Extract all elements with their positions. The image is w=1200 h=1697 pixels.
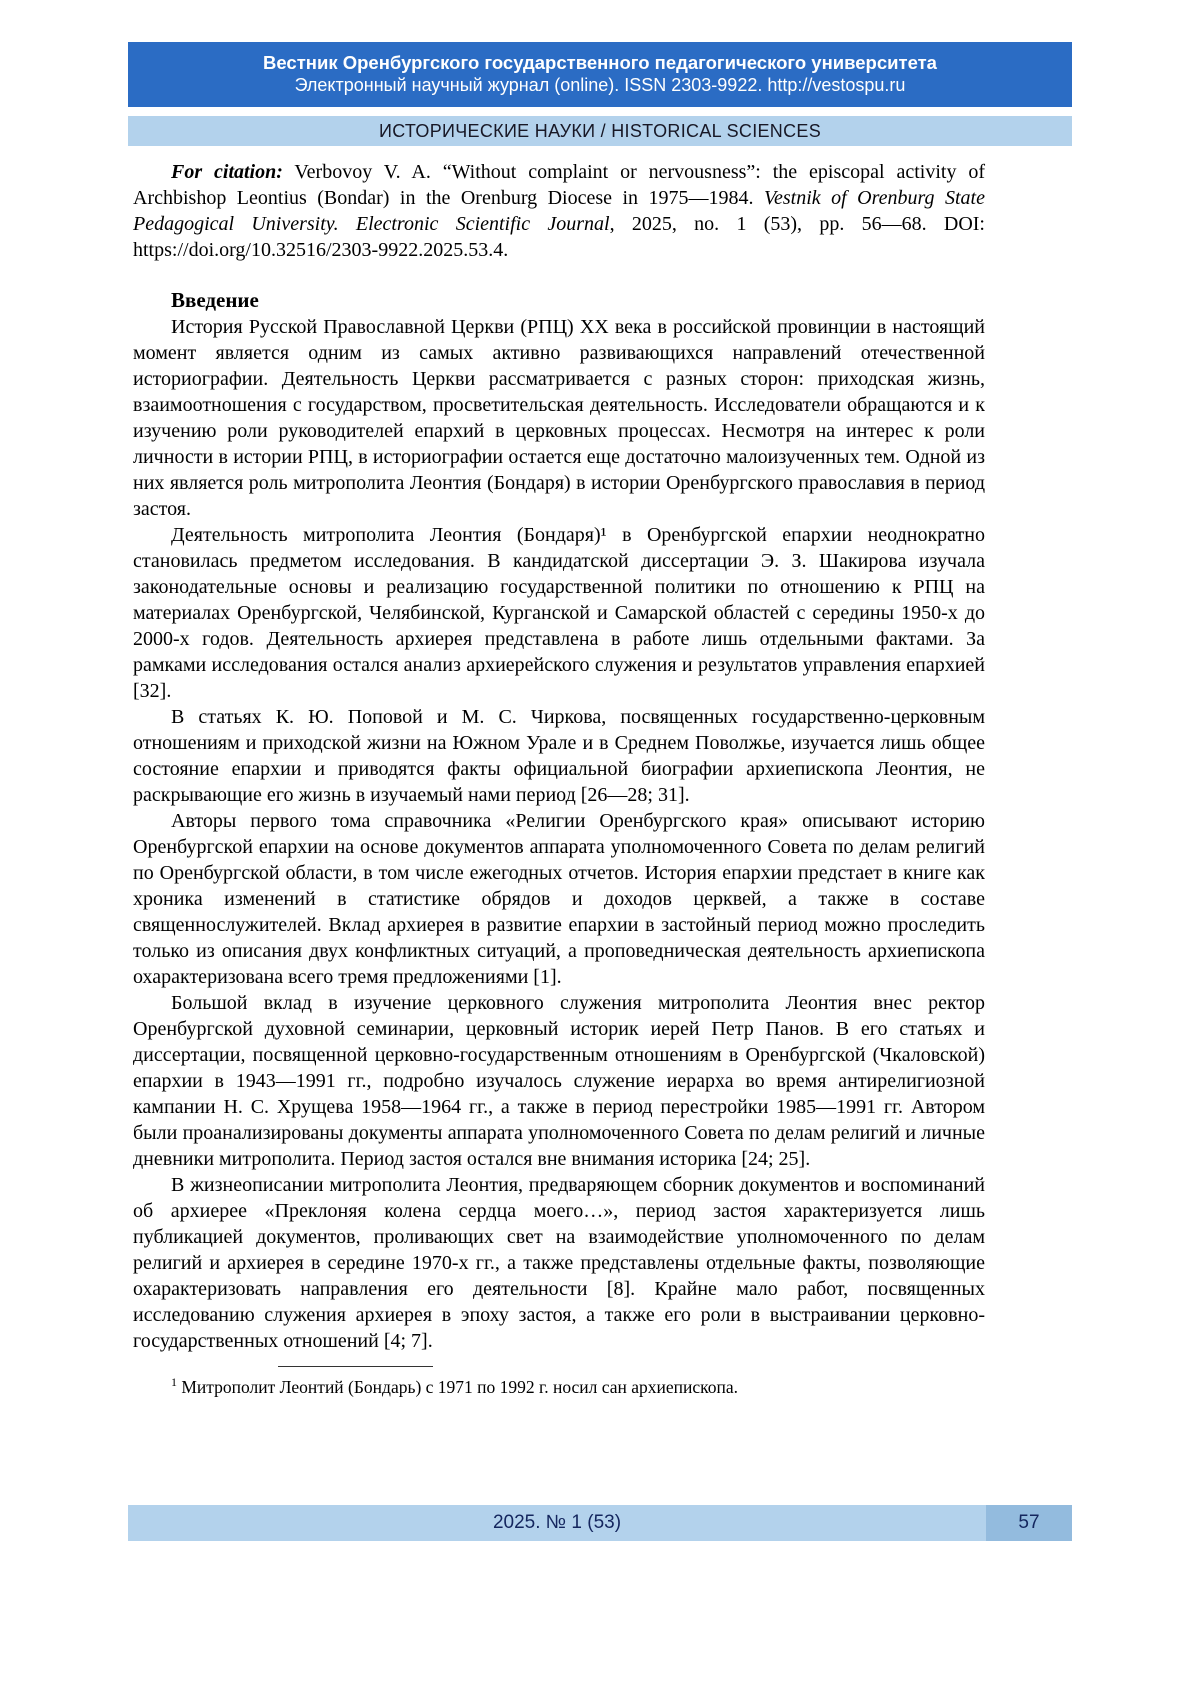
footnote-marker: 1 [171,1375,177,1389]
citation-text-end: , 2025, no. 1 (53), pp. 56—68. DOI: https://doi.org/10.32516/2303-9922.2025.53.4. [133,213,985,261]
footer-band [128,1505,1072,1541]
body-paragraph-6: В жизнеописании митрополита Леонтия, предваряющем сборник документов и воспоминаний об архиерее «Преклоняя колена сердца моего…», период застоя характеризуется лишь публикацией документов, проливающих свет на взаимодействие уполномоченного по делам религий и архиерея в середине 1970-х гг., а также представлены отдельные факты, позволяющие охарактеризовать направления его деятельности [8]. Крайне мало работ, посвященных исследованию служения архиерея в эпоху застоя, а также его роли в выстраивании церковно-государственных отношений [4; 7]. [133,1174,985,1352]
journal-header-band [128,42,1072,107]
section-band-title: ИСТОРИЧЕСКИЕ НАУКИ / HISTORICAL SCIENCES [378,121,822,141]
journal-subtitle: Электронный научный журнал (online). ISSN 2303-9922. http://vestospu.ru [294,75,906,95]
section-band [128,116,1072,146]
citation-label: For citation: [171,161,283,183]
citation-paragraph [133,159,985,263]
body-paragraph-5: Большой вклад в изучение церковного служения митрополита Леонтия внес ректор Оренбургской духовной семинарии, церковный историк иерей Петр Панов. В его статьях и диссертации, посвященной церковно-государственным отношениям в Оренбургской (Чкаловской) епархии в 1943—1991 гг., подробно изучалось служение иерарха во время антирелигиозной кампании Н. С. Хрущева 1958—1964 гг., а также в период перестройки 1985—1991 гг. Автором были проанализированы документы аппарата уполномоченного Совета по делам религий и личные дневники митрополита. Период застоя остался вне внимания историка [24; 25]. [133,992,985,1170]
article-content [133,159,985,1398]
journal-title: Вестник Оренбургского государственного педагогического университета [263,52,937,73]
footer-issue-label: 2025. № 1 (53) [492,1512,622,1533]
page-number-box [986,1505,1072,1541]
body-paragraph-2: Деятельность митрополита Леонтия (Бондаря)¹ в Оренбургской епархии неоднократно становилась предметом исследования. В кандидатской диссертации Э. З. Шакирова изучала законодательные основы и реализацию государственной политики по отношению к РПЦ на материалах Оренбургской, Челябинской, Курганской и Самарской областей с середины 1950-х до 2000-х годов. Деятельность архиерея представлена в работе лишь отдельными фактами. За рамками исследования остался анализ архиерейского служения и результатов управления епархией [32]. [133,524,985,702]
page-number: 57 [1018,1512,1040,1533]
body-paragraph-1: История Русской Православной Церкви (РПЦ) XX века в российской провинции в настоящий момент является одним из самых активно развивающихся направлений отечественной историографии. Деятельность Церкви рассматривается с разных сторон: приходская жизнь, взаимоотношения с государством, просветительская деятельность. Исследователи обращаются и к изучению роли руководителей епархий в церковных процессах. Несмотря на интерес к роли личности в истории РПЦ, в историографии остается еще достаточно малоизученных тем. Одной из них является роль митрополита Леонтия (Бондаря) в истории Оренбургского православия в период застоя. [133,316,985,520]
introduction-heading: Введение [171,288,259,312]
body-paragraph-3: В статьях К. Ю. Поповой и М. С. Чиркова, посвященных государственно-церковным отношениям и приходской жизни на Южном Урале и в Среднем Поволжье, изучается лишь общее состояние епархии и приводятся факты официальной биографии архиепископа Леонтия, не раскрывающие его жизнь в изучаемый нами период [26—28; 31]. [133,706,985,806]
citation-text-start: Verbovoy V. A. “Without complaint or nervousness”: the episcopal activity of Archbishop Leontius (Bondar) in the Orenburg Diocese in 1975—1984. [133,161,985,209]
footnote-text: Митрополит Леонтий (Бондарь) с 1971 по 1992 г. носил сан архиепископа. [181,1376,739,1397]
body-paragraph-4: Авторы первого тома справочника «Религии Оренбургского края» описывают историю Оренбургской епархии на основе документов аппарата уполномоченного Совета по делам религий по Оренбургской области, в том числе ежегодных отчетов. История епархии предстает в книге как хроника изменений в статистике обрядов и доходов церквей, а также в составе священнослужителей. Вклад архиерея в развитие епархии в застойный период можно проследить только из описания двух конфликтных ситуаций, а проповедническая деятельность архиепископа охарактеризована всего тремя предложениями [1]. [133,810,985,988]
citation-journal-name: Vestnik of Orenburg State Pedagogical University. Electronic Scientific Journal [133,187,985,235]
footnote-separator [278,1366,433,1367]
footnote [133,1371,985,1398]
